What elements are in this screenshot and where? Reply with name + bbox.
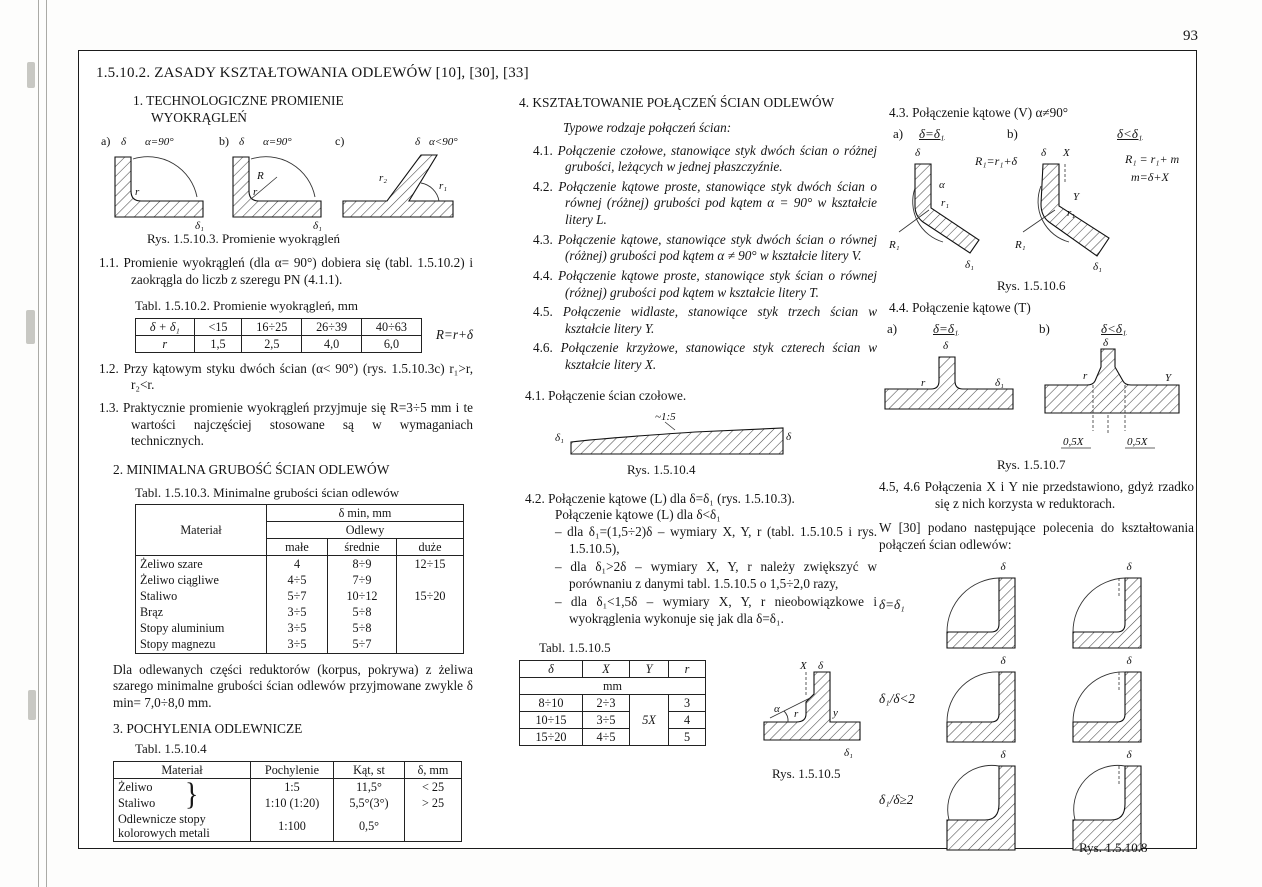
condition-label: δ=δ₁ [933, 320, 959, 336]
table-4-block [113, 761, 462, 842]
unit-row: mm [520, 678, 706, 695]
s42-bullet: – dla δ₁>2δ – wymiary X, Y, r należy zwiększyć w porównaniu z danymi tabl. 1.5.10.5 o 1,5÷2,0 razy, [555, 559, 877, 591]
header-material: Materiał [136, 505, 267, 556]
delta-label: δ [1000, 560, 1006, 573]
alpha-label: α<90° [429, 135, 458, 148]
cell: 2÷3 [583, 695, 630, 712]
column-right [879, 105, 1194, 856]
cell: 15÷20 [397, 588, 464, 604]
fillet-corner-a-figure [99, 133, 213, 231]
item-text: Połączenie kątowe, stanowiące styk dwóch ścian o równej (różnej) grubości pod kątem α ≠ 90° w kształcie litery V. [557, 231, 877, 264]
fig8-row-1 [879, 560, 1194, 652]
l-joint-dimensioned-figure [760, 660, 868, 760]
radius-arc [947, 671, 999, 721]
header: r [669, 661, 706, 678]
cell: Żeliwo [114, 778, 251, 795]
formula-a: R₁=r₁+δ [975, 153, 1018, 168]
delta-label: δ [1103, 336, 1109, 349]
item-text: Połączenie kątowe proste, stanowiące styk ścian o równej (różnej) grubości pod kątem w kształcie litery T. [558, 267, 878, 300]
header: Y [630, 661, 669, 678]
cell: Odlewnicze stopy kolorowych metali [114, 811, 251, 842]
cell: Staliwo [114, 795, 251, 811]
item-text: Połączenie kątowe proste, stanowiące styk dwóch ścian o równej (różnej) grubości pod kątem α = 90° w kształcie litery L. [558, 178, 878, 228]
delta-label: δ [786, 431, 792, 444]
header-male: małe [267, 539, 328, 556]
delta-label: δ [1000, 748, 1006, 761]
angle-arc [421, 183, 439, 201]
half-x-label: 0,5X [1063, 435, 1084, 448]
half-x-label: 0,5X [1127, 435, 1148, 448]
cell: 11,5° [334, 778, 405, 795]
radius-arc [948, 765, 999, 820]
delta-label: δ [943, 339, 949, 352]
r1-label: r₁ [439, 179, 448, 192]
header: X [583, 661, 630, 678]
delta1-label: δ₁ [555, 432, 564, 445]
delta-label: δ [1000, 654, 1006, 667]
cell: < 25 [405, 778, 462, 795]
table-promienie-wyokraglen [135, 318, 422, 353]
formula-b1: R₁ = r₁+ m [1125, 151, 1180, 166]
cell [397, 572, 464, 588]
page-title: 1.5.10.2. ZASADY KSZTAŁTOWANIA ODLEWÓW [10], [30], [33] [96, 65, 529, 81]
condition-label: δ<δ₁ [1101, 320, 1127, 336]
t-joint-b-figure [1037, 337, 1187, 453]
item-text: Połączenie krzyżowe, stanowiące styk czterech ścian w kształcie litery X. [560, 340, 877, 373]
cell: 1:5 [251, 778, 334, 795]
cell: 3÷5 [267, 620, 328, 636]
scan-artifact [28, 690, 36, 720]
cell: 5÷7 [267, 588, 328, 604]
hatched-wall [1073, 766, 1141, 850]
r-label: r [921, 376, 926, 389]
s42-line2: Połączenie kątowe (L) dla δ<δ₁ [555, 507, 721, 523]
item-number: 4.4. [533, 267, 553, 283]
r1-label: r₁ [1067, 206, 1076, 219]
item-text: Połączenie czołowe, stanowiące styk dwóch ścian o różnej grubości, leżących w jednej płaszczyźnie. [557, 142, 878, 175]
radius-arc [1074, 765, 1125, 820]
alpha-label: α=90° [145, 135, 174, 148]
s42-bullet: – dla δ₁=(1,5÷2)δ – wymiary X, Y, r (tabl. 1.5.10.5 i rys. 1.5.10.5), [555, 523, 877, 556]
radius-arc [1073, 578, 1125, 632]
hatched-wall [1045, 349, 1179, 413]
row-condition-label: δ=δ₁ [879, 597, 905, 613]
cell: 10÷12 [328, 588, 397, 604]
fig-tag: b) [1007, 125, 1018, 141]
alpha-label: α=90° [263, 135, 292, 148]
t-joint-a-figure [879, 339, 1019, 435]
hatched-wall [885, 357, 1013, 409]
delta1-label: δ₁ [844, 747, 853, 760]
cell: Brąz [136, 604, 267, 620]
radius-arc [947, 578, 999, 632]
cell: 3÷5 [583, 712, 630, 729]
hatched-wall [947, 766, 1015, 850]
item-number: 4.3. [533, 231, 553, 247]
cell [397, 636, 464, 653]
table-5-and-figure [519, 660, 877, 782]
figure-caption: Rys. 1.5.10.4 [627, 462, 696, 478]
cell: 15÷20 [520, 729, 583, 746]
delta-label: δ [239, 135, 245, 148]
column-left [99, 93, 473, 842]
hatched-wall [343, 155, 453, 217]
cell: 5÷7 [328, 636, 397, 653]
s42-bullet: – dla δ₁<1,5δ – wymiary X, Y, r nieobowiązkowe i wyokrąglenia wykonuje się jak dla δ=δ₁. [555, 594, 877, 627]
list-item [533, 340, 877, 373]
v-joint-b-figure [1009, 144, 1124, 276]
angle-arc [784, 711, 788, 722]
cell: 5,5°(3°) [334, 795, 405, 811]
figure-caption: Rys. 1.5.10.7 [997, 456, 1066, 472]
fig-tag: a) [893, 125, 904, 141]
R-label: R [257, 169, 264, 182]
cell: 40÷63 [362, 318, 422, 335]
y-label: y [833, 707, 838, 720]
cell-y-merged: 5X [630, 695, 669, 746]
header: Kąt, st [334, 761, 405, 778]
cell: Żeliwo ciągliwe [136, 572, 267, 588]
fillet-corner-c-figure [335, 133, 469, 231]
cell: 8÷10 [520, 695, 583, 712]
table-2-block [135, 318, 473, 353]
cell: 4÷5 [583, 729, 630, 746]
cell [397, 620, 464, 636]
header: δ [520, 661, 583, 678]
corner-joint-figure [1067, 748, 1179, 854]
list-item [533, 179, 877, 229]
delta1-label: δ₁ [1093, 260, 1102, 273]
cell: 4,0 [302, 335, 362, 352]
cell: 12÷15 [397, 556, 464, 573]
cell: 4÷5 [267, 572, 328, 588]
R1-label: R₁ [889, 238, 900, 251]
note-reduktory: Dla odlewanych części reduktorów (korpus, pokrywa) z żeliwa szarego minimalne grubości ścian odlewów przyjmowane zwykle δ min= 7,0÷8,0 mm. [113, 661, 473, 710]
row-condition-label: δ₁/δ≥2 [879, 792, 914, 808]
delta1-label: δ₁ [995, 376, 1004, 389]
list-item [533, 143, 877, 176]
subsection-4-4-heading: 4.4. Połączenie kątowe (T) [889, 300, 1031, 315]
fig-tag: c) [335, 133, 345, 148]
cell: Staliwo [136, 588, 267, 604]
cell: 5÷8 [328, 604, 397, 620]
list-item [533, 304, 877, 337]
delta-label: δ [915, 146, 921, 159]
cell: Żeliwo szare [136, 556, 267, 573]
formula-R: R=r+δ [435, 327, 473, 342]
section-1-heading-line2: WYOKRĄGLEŃ [151, 109, 247, 125]
binding-margin-line [46, 0, 47, 887]
delta-label: δ [121, 135, 127, 148]
cell: r [136, 335, 195, 352]
delta-label: δ [1126, 654, 1132, 667]
corner-joint-figure [1067, 560, 1179, 652]
fig-tag: b) [219, 133, 229, 148]
note-w30: W [30] podano następujące polecenia do kształtowania połączeń ścian odlewów: [879, 520, 1194, 552]
cell: Stopy magnezu [136, 636, 267, 653]
hatched-wall [233, 157, 321, 217]
table-2-caption: Tabl. 1.5.10.2. Promienie wyokrągleń, mm [135, 298, 358, 314]
corner-joint-figure [1067, 654, 1179, 746]
corner-joint-figure [941, 748, 1053, 854]
section-1-heading-line1: 1. TECHNOLOGICZNE PROMIENIE [133, 93, 344, 108]
cell: <15 [194, 318, 242, 335]
slope-label: ~1:5 [655, 411, 676, 424]
hatched-wall [115, 157, 203, 217]
cell: 5 [669, 729, 706, 746]
delta-label: δ [818, 660, 824, 673]
header-duze: duże [397, 539, 464, 556]
row-condition-label: δ₁/δ<2 [879, 691, 916, 707]
cell [397, 604, 464, 620]
r-label: r [1083, 369, 1088, 382]
fig-tag: b) [1039, 320, 1050, 336]
item-1-1: 1.1. Promienie wyokrągleń (dla α= 90°) dobiera się (tabl. 1.5.10.2) i zaokrągla do liczb z szeregu PN (4.1.1). [99, 255, 473, 287]
condition-label: δ=δ₁ [919, 125, 945, 141]
cell: 1,5 [194, 335, 242, 352]
r1-label: r₁ [941, 196, 950, 209]
subsection-4-3-heading: 4.3. Połączenie kątowe (V) α≠90° [889, 105, 1069, 120]
table-minimalne-grubosci [135, 504, 464, 653]
item-1-3: 1.3. Praktycznie promienie wyokrągleń przyjmuje się R=3÷5 mm i te wartości najczęściej stosowane są w wymaganiach technicznych. [99, 400, 473, 449]
cell: 4 [669, 712, 706, 729]
X-label: X [1063, 146, 1070, 159]
header-odlewy: Odlewy [267, 522, 464, 539]
cell: 26÷39 [302, 318, 362, 335]
cell: 16÷25 [242, 318, 302, 335]
hatched-wall [1073, 672, 1141, 742]
radius-arc [133, 156, 197, 196]
cell: 5÷8 [328, 620, 397, 636]
scan-artifact [26, 310, 35, 344]
cell: 1:100 [251, 811, 334, 842]
fig8-row-3 [879, 748, 1194, 854]
item-number: 4.1. [533, 142, 553, 158]
cell: 10÷15 [520, 712, 583, 729]
list-item [533, 268, 877, 301]
connection-types-list [533, 143, 877, 374]
figure-caption: Rys. 1.5.10.5 [772, 766, 841, 782]
cell: δ + δ₁ [136, 318, 195, 335]
R1-label: R₁ [1015, 238, 1026, 251]
delta-label: δ [1041, 146, 1047, 159]
l-joint-figure-block [760, 660, 868, 782]
fig8-row-2 [879, 654, 1194, 746]
brace-glyph: } [185, 776, 199, 812]
figure-caption: Rys. 1.5.10.6 [997, 277, 1066, 293]
delta1-label: δ₁ [195, 219, 204, 231]
content-frame [78, 50, 1197, 855]
list-item [533, 232, 877, 265]
leader-line [665, 422, 675, 430]
figure-1-5-10-8 [879, 560, 1194, 854]
hatched-wall [1073, 578, 1141, 648]
v-joint-a-figure [881, 144, 1001, 276]
cell: 3 [669, 695, 706, 712]
delta1-label: δ₁ [965, 258, 974, 271]
section-4-intro: Typowe rodzaje połączeń ścian: [563, 119, 732, 135]
item-number: 4.6. [533, 340, 553, 356]
cell: 4 [267, 556, 328, 573]
butt-joint-figure [555, 410, 795, 462]
figure-1-5-10-7 [879, 321, 1194, 457]
corner-joint-figure [941, 654, 1053, 746]
table-pochylenia [113, 761, 462, 842]
subsection-4-1-heading: 4.1. Połączenie ścian czołowe. [525, 387, 687, 403]
page-number: 93 [1183, 28, 1198, 44]
header: Pochylenie [251, 761, 334, 778]
cell: 6,0 [362, 335, 422, 352]
figure-caption: Rys. 1.5.10.8 [1079, 839, 1148, 855]
fillet-corner-b-figure [217, 133, 331, 231]
table-3-caption: Tabl. 1.5.10.3. Minimalne grubości ścian odlewów [135, 484, 400, 500]
condition-label: δ<δ₁ [1117, 125, 1143, 141]
s42-line1: 4.2. Połączenie kątowe (L) dla δ=δ₁ (rys. 1.5.10.3). [525, 490, 795, 506]
header: Materiał [114, 761, 251, 778]
corner-joint-figure [941, 560, 1053, 652]
table-4-caption: Tabl. 1.5.10.4 [135, 741, 207, 757]
cell: 0,5° [334, 811, 405, 842]
alpha-label: α [774, 703, 780, 716]
note-4-5-4-6: 4.5, 4.6 Połączenia X i Y nie przedstawiono, gdyż rzadko się z nich korzysta w reduktorach. [879, 479, 1194, 511]
table-wymiary-xyr [519, 660, 706, 746]
delta-label: δ [415, 135, 421, 148]
item-text: Połączenie widlaste, stanowiące styk trzech ścian w kształcie litery Y. [562, 304, 877, 336]
cell: 3÷5 [267, 604, 328, 620]
section-3-heading: 3. POCHYLENIA ODLEWNICZE [113, 721, 303, 737]
cell: Stopy aluminium [136, 620, 267, 636]
figure-1-5-10-3 [99, 133, 473, 231]
cell: 7÷9 [328, 572, 397, 588]
item-number: 4.5. [533, 304, 553, 320]
cell [405, 811, 462, 842]
hatched-wall [947, 672, 1015, 742]
table-5-caption: Tabl. 1.5.10.5 [539, 639, 611, 655]
figure-1-5-10-6 [879, 126, 1194, 278]
r2-label: r₂ [379, 171, 388, 184]
section-2-heading: 2. MINIMALNA GRUBOŚĆ ŚCIAN ODLEWÓW [113, 461, 390, 477]
scan-artifact [27, 62, 35, 88]
section-4-heading: 4. KSZTAŁTOWANIE POŁĄCZEŃ ŚCIAN ODLEWÓW [519, 95, 835, 110]
radius-arc [1073, 671, 1125, 721]
cell: 2,5 [242, 335, 302, 352]
cell: 3÷5 [267, 636, 328, 653]
delta-label: δ [1126, 748, 1132, 761]
hatched-wall [947, 578, 1015, 648]
Y-label: Y [1165, 371, 1172, 384]
fig-tag: a) [887, 320, 898, 336]
subsection-4-2-block [525, 491, 877, 628]
binding-margin-line [38, 0, 39, 887]
cell: > 25 [405, 795, 462, 811]
cell: 8÷9 [328, 556, 397, 573]
header-dmin: δ min, mm [267, 505, 464, 522]
Y-label: Y [1073, 190, 1080, 203]
r-label: r [253, 185, 258, 198]
figure-caption: Rys. 1.5.10.3. Promienie wyokrągleń [147, 230, 341, 246]
header: δ, mm [405, 761, 462, 778]
delta1-label: δ₁ [313, 219, 322, 231]
fig-tag: a) [101, 133, 111, 148]
header-srednie: średnie [328, 539, 397, 556]
r-label: r [794, 708, 799, 721]
item-number: 4.2. [533, 178, 553, 194]
column-middle [519, 95, 877, 782]
r-label: r [135, 185, 140, 198]
item-1-2: 1.2. Przy kątowym styku dwóch ścian (α< 90°) (rys. 1.5.10.3c) r₁>r, r₂<r. [99, 360, 473, 393]
formula-b2: m=δ+X [1131, 169, 1169, 184]
delta-label: δ [1126, 560, 1132, 573]
X-label: X [800, 660, 807, 673]
cell: 1:10 (1:20) [251, 795, 334, 811]
hatched-wall [571, 428, 783, 454]
alpha-label: α [939, 178, 945, 191]
